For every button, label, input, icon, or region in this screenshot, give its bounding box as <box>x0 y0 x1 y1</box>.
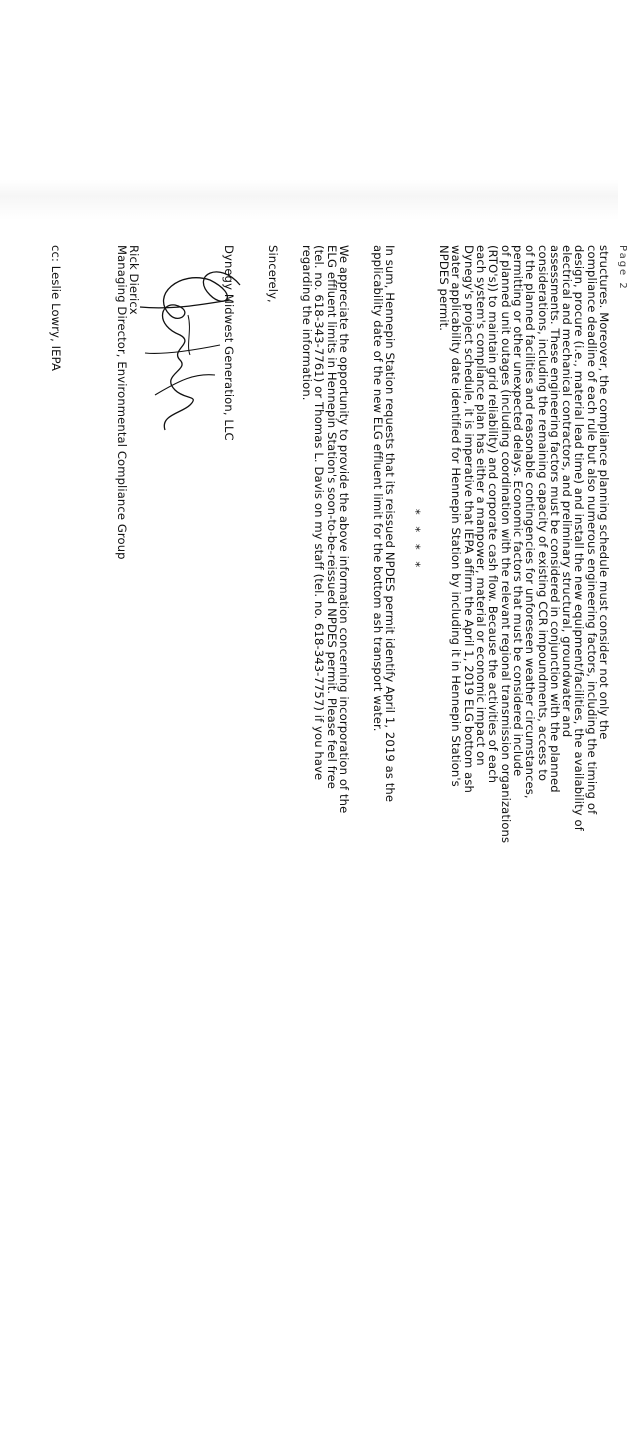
text-line: design, procure (i.e., material lead time) and install the new equipment/facilities, the availability of <box>572 245 587 831</box>
text-line: water applicability date identified for Hennepin Station by including it in Hennepin Station's <box>449 245 464 787</box>
paragraph-summary <box>371 245 396 1445</box>
section-separator: * * * * <box>409 508 423 572</box>
page-header-mark: Page 2 <box>617 245 628 291</box>
text-line: permitting or other unexpected delays. Economic factors that must be considered include <box>510 245 525 777</box>
text-line: applicability date of the new ELG effluent limit for the bottom ash transport water. <box>370 245 385 732</box>
text-line: regarding the information. <box>300 245 315 401</box>
text-line: NPDES permit. <box>437 245 452 332</box>
text-line: each system's compliance plan has either a manpower, material or economic impact on <box>474 245 489 766</box>
paragraph-compliance-schedule <box>438 245 610 1445</box>
signer-title: Managing Director, Environmental Compliance Group <box>115 245 129 560</box>
text-line: compliance deadline of each rule but also numerous engineering factors, including the timing of <box>584 245 599 815</box>
text-line: (tel. no. 618-343-7761) or Thomas L. Davis on my staff (tel. no. 618-343-7757) if you have <box>312 245 327 781</box>
text-line: assessments. These engineering factors must be considered in conjunction with the planned <box>547 245 562 793</box>
text-line: In sum, Hennepin Station requests that its reissued NPDES permit identify April 1, 2019 as the <box>383 245 397 803</box>
scan-shadow <box>0 180 618 220</box>
closing-salutation: Sincerely, <box>266 245 280 303</box>
cc-line: cc: Leslie Lowry, IEPA <box>49 245 63 371</box>
text-line: ELG effluent limits in Hennepin Station's soon-to-be-reissued NPDES permit. Please feel free <box>324 245 339 789</box>
text-line: We appreciate the opportunity to provide the above information concerning incorporation of the <box>337 245 351 814</box>
text-line: of the planned facilities and reasonable contingencies for unforeseen weather circumstances, <box>523 245 538 799</box>
text-line: structures. Moreover, the compliance planning schedule must consider not only the <box>597 245 611 740</box>
text-line: of planned unit outages (including coordination with the relevant regional transmission organizations <box>498 245 513 844</box>
handwritten-signature <box>130 255 250 455</box>
signer-name: Rick Diericx <box>127 245 141 315</box>
paragraph-appreciation <box>301 245 350 1445</box>
text-line: electrical and mechanical contractors, and preliminary structural, groundwater and <box>560 245 575 738</box>
text-line: Dynegy's project schedule, it is imperative that IEPA affirm the April 1, 2019 ELG bottom ash <box>461 245 476 793</box>
company-name: Dynegy Midwest Generation, LLC <box>222 245 236 441</box>
text-line: considerations, including the remaining capacity of existing CCR impoundments, access to <box>535 245 550 782</box>
text-line: (RTO's)) to maintain grid reliability) and corporate cash flow. Because the activities of each <box>486 245 501 784</box>
letter-body <box>0 245 628 844</box>
